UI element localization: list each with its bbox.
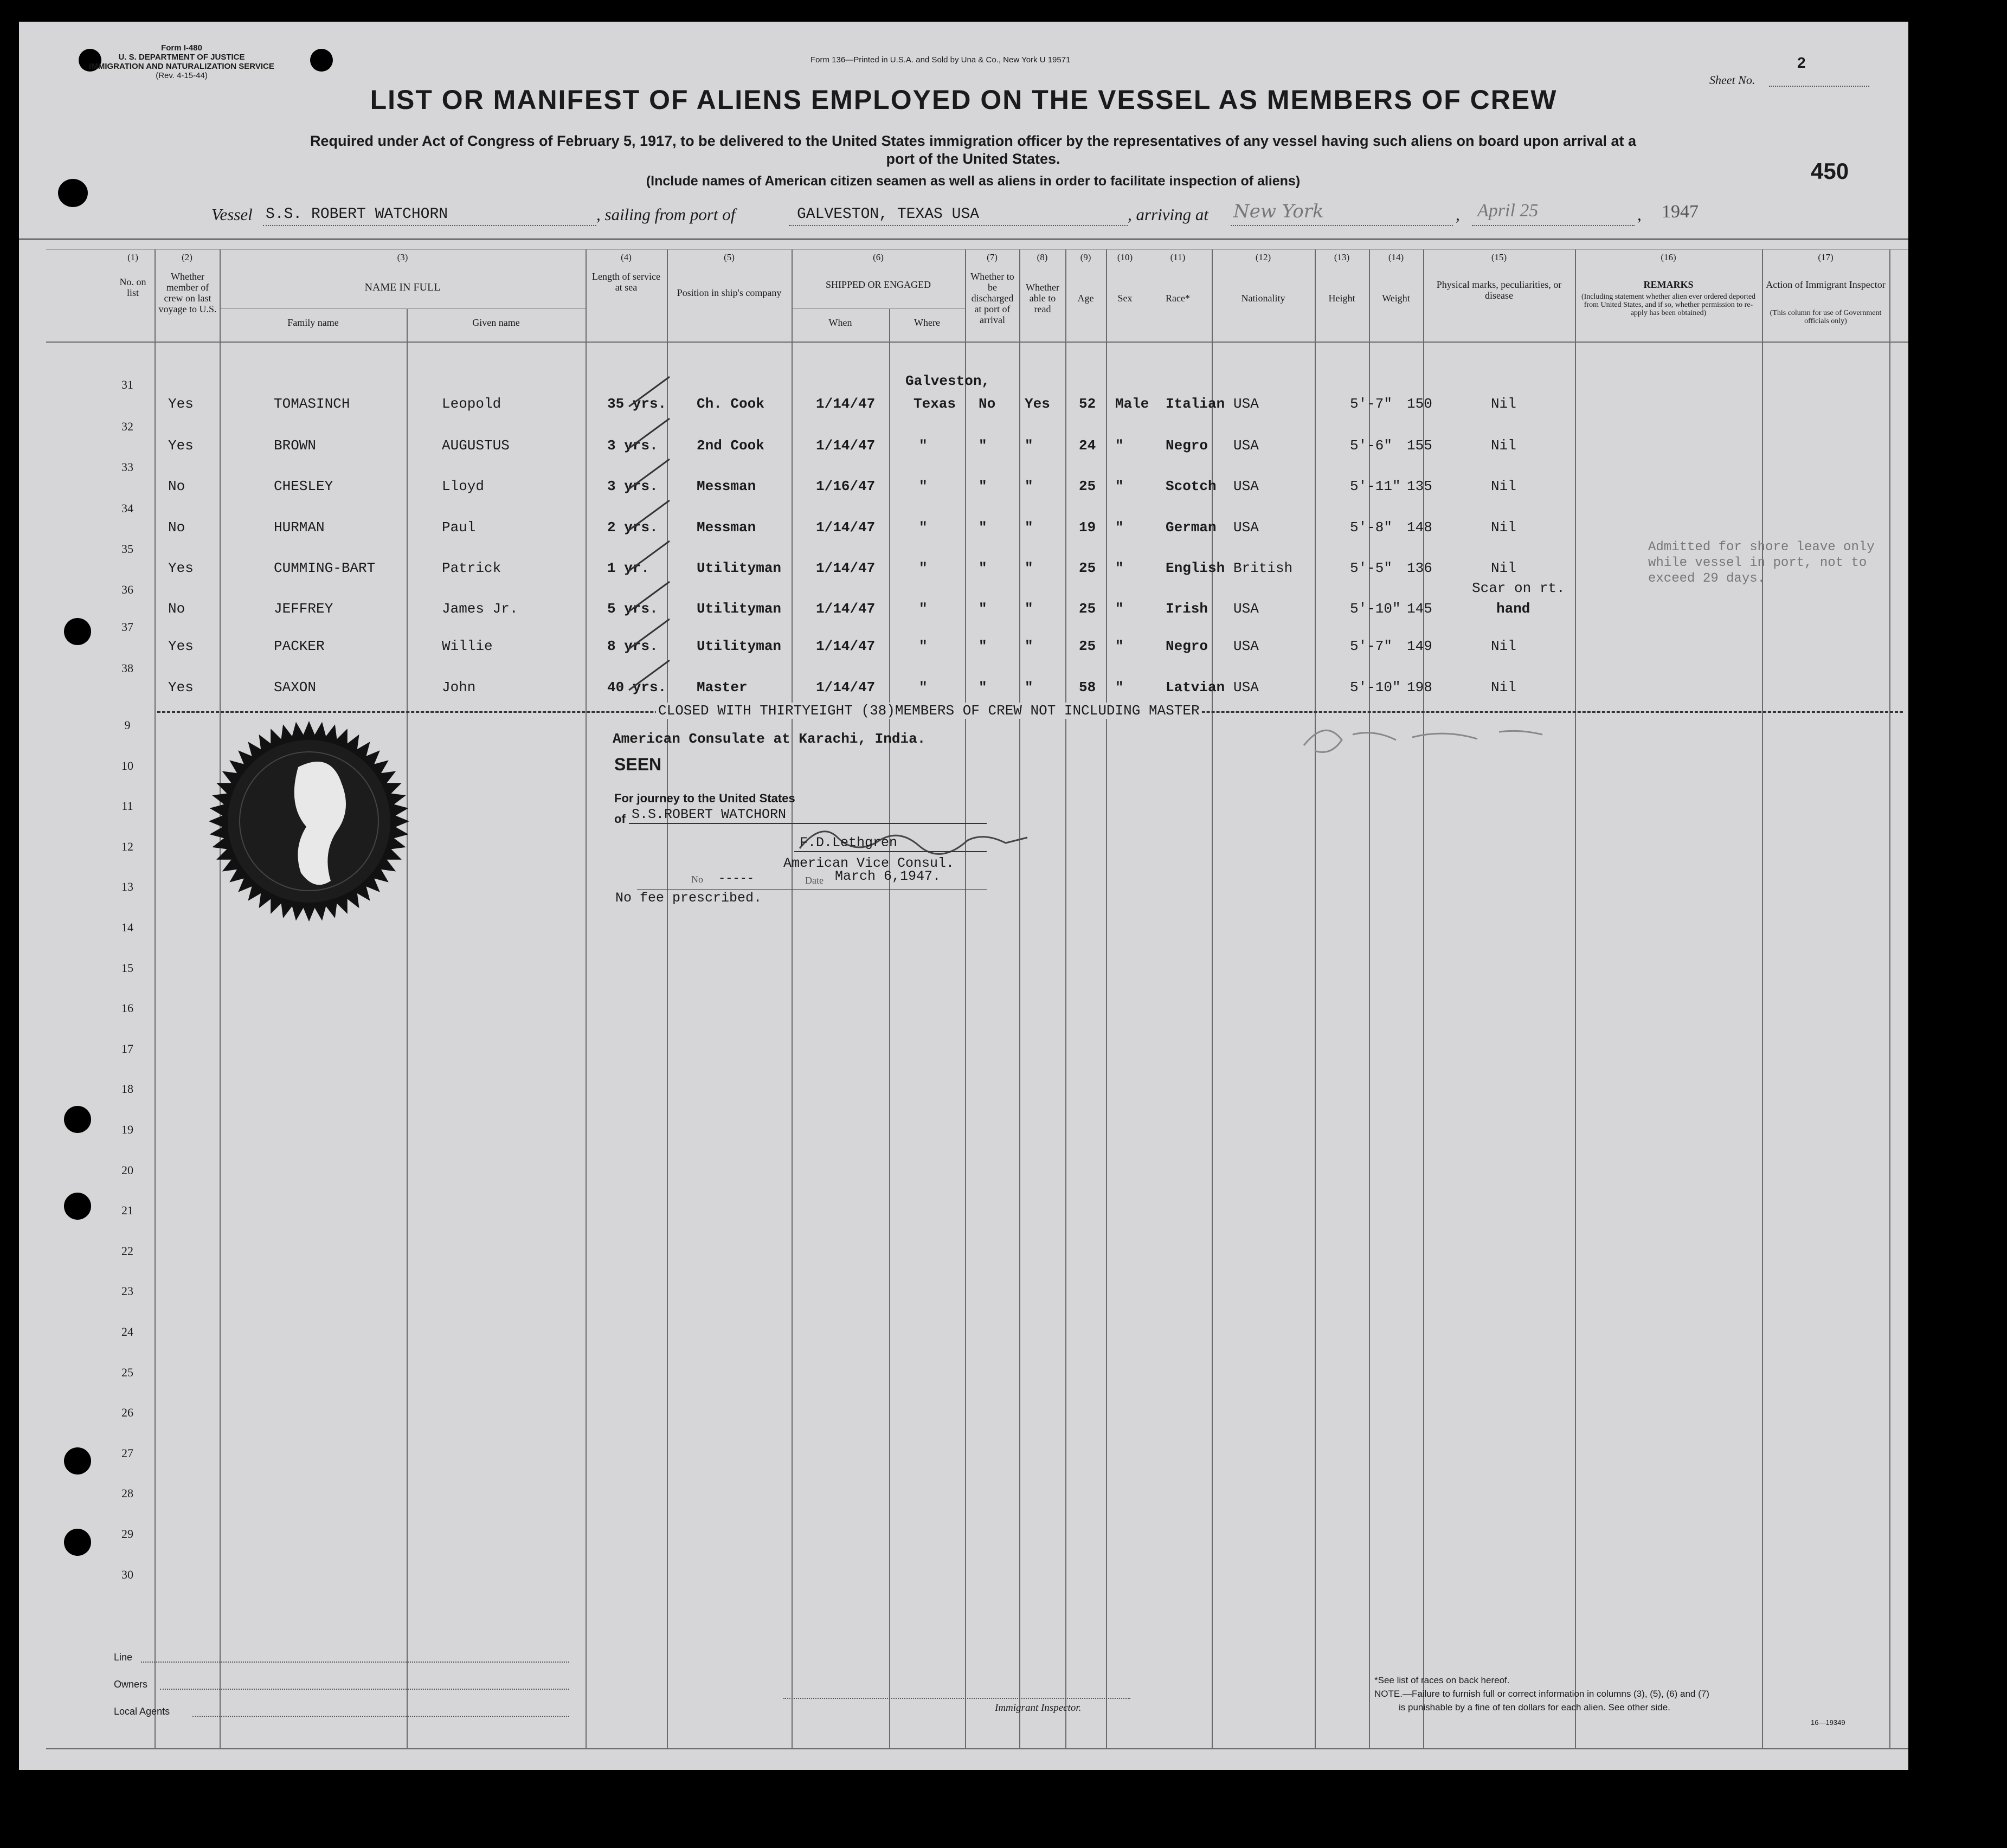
empty-row-number: 30 — [121, 1567, 133, 1581]
check-mark-icon — [626, 416, 675, 454]
header-race: Race* — [1166, 293, 1190, 304]
cell-weight: 145 — [1407, 601, 1432, 617]
col-num: (12) — [1255, 252, 1271, 262]
cell-service: 1 yr. — [607, 560, 650, 576]
cell-weight: 148 — [1407, 519, 1432, 536]
cell-read: " — [1025, 560, 1033, 576]
cell-sex: " — [1115, 478, 1124, 494]
header-discharged: Whether to be discharged at port of arrival — [970, 271, 1014, 325]
row-number: 34 — [121, 501, 133, 515]
header-height: Height — [1328, 293, 1355, 304]
cell-marks: Nil — [1491, 478, 1516, 494]
empty-row-number: 18 — [121, 1082, 133, 1096]
cell-last: No — [168, 601, 185, 617]
cell-sex: " — [1115, 437, 1124, 454]
consulate-line: American Consulate at Karachi, India. — [613, 731, 926, 747]
cell-family: TOMASINCH — [274, 396, 350, 412]
col-num: (8) — [1037, 252, 1048, 262]
cell-height: 5'-10" — [1350, 601, 1401, 617]
cell-given: AUGUSTUS — [442, 437, 510, 454]
cell-nationality: USA — [1233, 638, 1259, 654]
header-last-voyage: Whether member of crew on last voyage to U.S. — [158, 271, 217, 314]
cell-weight: 135 — [1407, 478, 1432, 494]
remarks-shore-leave: Admitted for shore leave only while vessel in port, not to exceed 29 days. — [1648, 540, 1875, 586]
cell-nationality: USA — [1233, 396, 1259, 412]
row-number: 36 — [121, 583, 133, 596]
punch-hole — [58, 179, 88, 207]
cell-read: " — [1025, 478, 1033, 494]
empty-row-number: 11 — [121, 799, 133, 813]
punch-hole — [310, 49, 333, 72]
empty-row-number: 10 — [121, 758, 133, 772]
row-number: 33 — [121, 460, 133, 474]
cell-when: 1/16/47 — [816, 478, 876, 494]
cell-last: Yes — [168, 638, 194, 654]
consul-name: F.D.Lethgren — [800, 835, 898, 851]
cell-race: English — [1166, 560, 1225, 576]
col-num: (7) — [987, 252, 998, 262]
cell-marks: Nil — [1491, 519, 1516, 536]
arriving-date: April 25 — [1477, 201, 1539, 221]
cell-discharged: " — [979, 519, 987, 536]
empty-row-number: 19 — [121, 1123, 133, 1136]
col-num: (5) — [724, 252, 735, 262]
penalty-note-2: is punishable by a fine of ten dollars for each alien. See other side. — [1399, 1702, 1670, 1712]
cell-discharged: " — [979, 478, 987, 494]
cell-nationality: USA — [1233, 519, 1259, 536]
inspector-signature — [1282, 707, 1586, 767]
cell-position: Utilityman — [697, 638, 782, 654]
cell-last: Yes — [168, 437, 194, 454]
cell-family: CHESLEY — [274, 478, 333, 494]
header-when: When — [828, 317, 852, 328]
cell-age: 25 — [1079, 601, 1096, 617]
empty-row-number: 22 — [121, 1244, 133, 1258]
include-note: (Include names of American citizen seamen as well as aliens in order to facilitate inspection of aliens) — [646, 173, 1301, 189]
cell-marks: Scar on rt. — [1472, 580, 1565, 596]
journey-line: For journey to the United States — [614, 791, 795, 805]
cell-given: Leopold — [442, 396, 501, 412]
cell-race: Negro — [1166, 437, 1208, 454]
cell-position: 2nd Cook — [697, 437, 764, 454]
row-number: 38 — [121, 661, 133, 675]
cell-read: " — [1025, 519, 1033, 536]
cell-service: 8 yrs. — [607, 638, 658, 654]
empty-row-number: 16 — [121, 1001, 133, 1015]
form-header — [60, 43, 304, 80]
header-weight: Weight — [1382, 293, 1410, 304]
cell-age: 19 — [1079, 519, 1096, 536]
cell-where: " — [919, 437, 928, 454]
cell-read: " — [1025, 437, 1033, 454]
cell-nationality: USA — [1233, 679, 1259, 696]
date-label: Date — [805, 875, 824, 886]
cell-service: 3 yrs. — [607, 437, 658, 454]
cell-weight: 149 — [1407, 638, 1432, 654]
of-label: of — [614, 812, 626, 826]
cell-where: " — [919, 560, 928, 576]
cell-discharged: " — [979, 560, 987, 576]
col-num: (2) — [182, 252, 192, 262]
cell-family: CUMMING-BART — [274, 560, 376, 576]
revision: (Rev. 4-15-44) — [156, 71, 208, 80]
cell-height: 5'-8" — [1350, 519, 1393, 536]
owners-label: Owners — [114, 1679, 148, 1690]
cell-discharged: " — [979, 638, 987, 654]
row-number: 37 — [121, 620, 133, 634]
col-num: (11) — [1170, 252, 1186, 262]
cell-position: Utilityman — [697, 560, 782, 576]
header-able-to-read: Whether able to read — [1026, 282, 1059, 314]
col-num: (16) — [1661, 252, 1676, 262]
cell-when: 1/14/47 — [816, 679, 876, 696]
check-mark-icon — [626, 538, 675, 576]
cell-family: JEFFREY — [274, 601, 333, 617]
cell-race: Italian — [1166, 396, 1225, 412]
sailing-port: GALVESTON, TEXAS USA — [797, 206, 980, 223]
cell-marks: Nil — [1491, 437, 1516, 454]
cell-given: Willie — [442, 638, 493, 654]
col-num: (3) — [397, 252, 408, 262]
arrival-year: 1947 — [1662, 202, 1699, 222]
cell-race: Irish — [1166, 601, 1208, 617]
cell-position: Messman — [697, 519, 756, 536]
punch-hole — [64, 1447, 91, 1474]
header-length-of-service: Length of service at sea — [592, 271, 660, 293]
cell-weight: 198 — [1407, 679, 1432, 696]
cell-read: Yes — [1025, 396, 1050, 412]
cell-family: BROWN — [274, 437, 317, 454]
consulate-vessel: S.S.ROBERT WATCHORN — [632, 807, 787, 822]
header-no-on-list: No. on list — [119, 276, 146, 298]
check-mark-icon — [626, 456, 675, 494]
empty-row-number: 12 — [121, 839, 133, 853]
empty-row-number: 17 — [121, 1041, 133, 1055]
col-num: (13) — [1334, 252, 1350, 262]
cell-discharged: No — [979, 396, 996, 412]
cell-where: " — [919, 478, 928, 494]
penalty-note-1: NOTE.—Failure to furnish full or correct information in columns (3), (5), (6) and (7) — [1374, 1689, 1709, 1699]
cell-discharged: " — [979, 601, 987, 617]
check-mark-icon — [626, 374, 675, 412]
header-physical-marks: Physical marks, peculiarities, or disease — [1436, 279, 1562, 301]
service-no-label: No — [691, 874, 703, 885]
cell-sex: " — [1115, 560, 1124, 576]
stamp-number: 450 — [1811, 158, 1849, 184]
punch-hole — [64, 618, 91, 645]
header-family-name: Family name — [287, 317, 339, 328]
sailing-label: , sailing from port of — [596, 205, 736, 224]
cell-discharged: " — [979, 437, 987, 454]
cell-where: Galveston, — [905, 373, 990, 389]
header-name-in-full: NAME IN FULL — [364, 281, 441, 293]
cell-nationality: USA — [1233, 478, 1259, 494]
cell-race: German — [1166, 519, 1217, 536]
punch-hole — [64, 1106, 91, 1133]
cell-height: 5'-7" — [1350, 638, 1393, 654]
cell-age: 24 — [1079, 437, 1096, 454]
cell-height: 5'-11" — [1350, 478, 1401, 494]
races-note: *See list of races on back hereof. — [1374, 1675, 1510, 1685]
row-number: 32 — [121, 420, 133, 433]
cell-given: John — [442, 679, 476, 696]
sheet-label: Sheet No. — [1709, 73, 1755, 87]
cell-marks: Nil — [1491, 679, 1516, 696]
cell-last: Yes — [168, 396, 194, 412]
cell-given: Patrick — [442, 560, 501, 576]
cell-sex: " — [1115, 679, 1124, 696]
cell-given: Lloyd — [442, 478, 485, 494]
vessel-name: S.S. ROBERT WATCHORN — [266, 206, 448, 223]
empty-row-number: 20 — [121, 1163, 133, 1177]
consulate-date: March 6,1947. — [835, 868, 941, 884]
cell-race: Scotch — [1166, 478, 1217, 494]
cell-height: 5'-10" — [1350, 679, 1401, 696]
fee-note: No fee prescribed. — [615, 890, 762, 906]
cell-sex: " — [1115, 638, 1124, 654]
cell-last: Yes — [168, 679, 194, 696]
cell-family: PACKER — [274, 638, 325, 654]
col-num: (1) — [127, 252, 138, 262]
printer-note: Form 136—Printed in U.S.A. and Sold by Una & Co., New York U 19571 — [810, 55, 1071, 65]
check-mark-icon — [626, 658, 675, 696]
cell-race: Negro — [1166, 638, 1208, 654]
form-code: 16—19349 — [1811, 1718, 1845, 1727]
cell-last: Yes — [168, 560, 194, 576]
header-inspector-action: Action of Immigrant Inspector — [1766, 279, 1886, 290]
empty-row-number: 29 — [121, 1527, 133, 1541]
header-inspector-note: (This column for use of Government officials only) — [1770, 309, 1882, 325]
cell-where: " — [919, 638, 928, 654]
cell-when: 1/14/47 — [816, 437, 876, 454]
cell-read: " — [1025, 601, 1033, 617]
arriving-label: , arriving at — [1128, 205, 1208, 224]
immigrant-inspector-label: Immigrant Inspector. — [995, 1702, 1082, 1714]
cell-where: " — [919, 679, 928, 696]
header-shipped-engaged: SHIPPED OR ENGAGED — [825, 279, 931, 290]
cell-when: 1/14/47 — [816, 560, 876, 576]
consul-title: American Vice Consul. — [783, 855, 955, 871]
punch-hole — [64, 1193, 91, 1220]
sheet-number: 2 — [1797, 54, 1806, 71]
cell-when: 1/14/47 — [816, 638, 876, 654]
cell-marks-line2: hand — [1496, 601, 1530, 617]
cell-age: 25 — [1079, 560, 1096, 576]
vessel-label: Vessel — [211, 205, 253, 224]
check-mark-icon — [626, 498, 675, 536]
cell-position: Utilityman — [697, 601, 782, 617]
closing-statement: CLOSED WITH THIRTYEIGHT (38)MEMBERS OF CREW NOT INCLUDING MASTER — [656, 703, 1202, 719]
col-num: (15) — [1491, 252, 1507, 262]
empty-row-number: 15 — [121, 961, 133, 975]
cell-family: SAXON — [274, 679, 317, 696]
local-agents-label: Local Agents — [114, 1706, 170, 1717]
col-num: (4) — [621, 252, 632, 262]
cell-sex: " — [1115, 519, 1124, 536]
cell-weight: 136 — [1407, 560, 1432, 576]
header-sex: Sex — [1117, 293, 1133, 304]
cell-marks: Nil — [1491, 560, 1516, 576]
cell-family: HURMAN — [274, 519, 325, 536]
cell-when: 1/14/47 — [816, 396, 876, 412]
empty-row-number: 26 — [121, 1406, 133, 1420]
requirement-line-1: Required under Act of Congress of February 5, 1917, to be delivered to the United States immigration officer by the representatives of any vessel having such aliens on board upon arrival at a — [310, 133, 1637, 149]
cell-read: " — [1025, 679, 1033, 696]
cell-service: 35 yrs. — [607, 396, 667, 412]
header-given-name: Given name — [472, 317, 520, 328]
cell-height: 5'-7" — [1350, 396, 1393, 412]
cell-when: 1/14/47 — [816, 519, 876, 536]
service: IMMIGRATION AND NATURALIZATION SERVICE — [89, 62, 274, 71]
cell-last: No — [168, 519, 185, 536]
seen-stamp: SEEN — [614, 755, 662, 774]
cell-age: 58 — [1079, 679, 1096, 696]
cell-service: 3 yrs. — [607, 478, 658, 494]
row-number: 31 — [121, 378, 133, 391]
department: U. S. DEPARTMENT OF JUSTICE — [118, 53, 245, 62]
empty-row-number: 14 — [121, 920, 133, 934]
header-nationality: Nationality — [1241, 293, 1285, 304]
header-remarks: REMARKS — [1643, 279, 1694, 290]
col-num: (14) — [1388, 252, 1404, 262]
empty-row-number: 23 — [121, 1284, 133, 1298]
cell-sex: " — [1115, 601, 1124, 617]
consulate-seal — [206, 718, 412, 924]
cell-sex: Male — [1115, 396, 1149, 412]
cell-nationality: USA — [1233, 437, 1259, 454]
cell-service: 40 yrs. — [607, 679, 667, 696]
check-mark-icon — [626, 616, 675, 654]
cell-service: 5 yrs. — [607, 601, 658, 617]
cell-position: Master — [697, 679, 748, 696]
check-mark-icon — [626, 579, 675, 617]
col-num: (9) — [1080, 252, 1091, 262]
cell-position: Ch. Cook — [697, 396, 764, 412]
empty-row-number: 25 — [121, 1365, 133, 1379]
cell-given: Paul — [442, 519, 476, 536]
punch-hole — [64, 1529, 91, 1556]
cell-age: 25 — [1079, 638, 1096, 654]
cell-when: 1/14/47 — [816, 601, 876, 617]
cell-read: " — [1025, 638, 1033, 654]
header-where: Where — [914, 317, 940, 328]
col-num: (17) — [1818, 252, 1834, 262]
cell-where: " — [919, 601, 928, 617]
cell-age: 25 — [1079, 478, 1096, 494]
empty-row-number: 27 — [121, 1446, 133, 1460]
cell-height: 5'-5" — [1350, 560, 1393, 576]
cell-age: 52 — [1079, 396, 1096, 412]
empty-row-number: 28 — [121, 1486, 133, 1501]
arriving-port: New York — [1233, 201, 1324, 222]
cell-height: 5'-6" — [1350, 437, 1393, 454]
cell-given: James Jr. — [442, 601, 518, 617]
header-age: Age — [1077, 293, 1094, 304]
empty-row-number: 9 — [124, 718, 131, 732]
cell-position: Messman — [697, 478, 756, 494]
cell-marks: Nil — [1491, 638, 1516, 654]
line-label: Line — [114, 1652, 133, 1663]
cell-discharged: " — [979, 679, 987, 696]
row-number: 35 — [121, 542, 133, 556]
cell-service: 2 yrs. — [607, 519, 658, 536]
manifest-sheet: Form I-480 U. S. DEPARTMENT OF JUSTICE IMMIGRATION AND NATURALIZATION SERVICE (Rev. 4-15-44) Form 136—Printed in U.S.A. and Sold by Una & Co., New York U 19571 Sheet No. 2 LIST OR MANIFEST OF ALIENS EMPLOYED ON THE VESSEL AS MEMBERS OF CREW Required under Act of Congress of February 5, 1917, to be delivered to the United States immigration officer by the representatives of any vessel having such aliens on board upon arrival at a port of the United States. (Include names of American citizen seamen as well as aliens in order to facilitate inspection of aliens) 450 Vessel S.S. ROBERT WATCHORN , sailing from port of GALVESTON, TEXAS USA , arriving at New York , April 25 , 1947 (1) (2) (3) (4) (5) (6) (7) (8) (9) (10) (11) (12) (13) (14) (15) (16) (17) No. on list Whether member of crew on last voyage to U.S. NAME IN FULL Family name Given name Length of service at sea Position in ship's company SHIPPED OR ENGAGED When Where Whether to be discharged at port of arrival Whether able to read Age Sex Race* Nationality Height Weight Physical marks, peculiarities, or disease REMARKS (Including statement whether alien ever ordered deported from United States, and if so, whether permission to re-apply has been obtained) Action of Immigrant Inspector (This column for use of Government officials only) 31 Yes TOMASINCH Leopold 35 yrs. Ch. Cook 1/14/47 Galveston, No Yes 52 Male Italian USA 5'-7" 150 Nil Texas 32 Yes BROWN AUGUSTUS 3 yrs. 2nd Cook 1/14/47 " " " 24 " Negro USA 5'-6" 155 Nil 33 No CHESLEY Lloyd 3 yrs. Messman 1/16/47 " " " 25 " Scotch USA 5'-11" 135 Nil 34 No HURMAN Paul 2 yrs. Messman 1/14/47 " " " 19 " German USA 5'-8" 148 Nil 35 Yes CUMMING-BART Patrick 1 yr. Utilityman 1/14/47 " " " 25 " English British 5'-5" 136 Nil 36 No JEFFREY James Jr. 5 yrs. Utilityman 1/14/47 " " " 25 " Irish USA 5'-10" 145 Scar on rt. hand 37 Yes PACKER Willie 8 yrs. Utilityman 1/14/47 " " " 25 " Negro USA 5'-7" 149 Nil 38 Yes SAXON John 40 yrs. Master 1/14/47 " " " 58 " Latvian USA 5'-10" 198 Nil Admitted for shore leave only while vessel in port, not to exceed 29 days. CLOSED WITH THIRTYEIGHT (38)MEMBERS OF CREW NOT INCLUDING MASTER 9 10 11 12 13 14 15 16 17 18 19 20 21 22 23 24 25 26 27 28 29 30 American Consulate at Karachi, India. SEEN For journey to the United States of S.S.ROBERT WATCHORN F.D.Lethgren American Vice Consul. No ----- Date March 6,1947. No fee prescribed. Line Owners Local Agents Immigrant Inspector. *See list of races on back hereof. NOTE.—Failure to furnish full or correct information in columns (3), (5), (6) and (7) is punishable by a fine of ten dollars for each alien. See other side. 16—19349 — [19, 22, 1908, 1770]
header-remarks-note: (Including statement whether alien ever ordered deported from United States, and if so, whether permission to re-apply has been obtained) — [1581, 293, 1756, 317]
form-number: Form I-480 — [161, 43, 202, 53]
cell-weight: 150 — [1407, 396, 1432, 412]
empty-row-number: 24 — [121, 1325, 133, 1338]
service-no: ----- — [718, 872, 755, 885]
cell-last: No — [168, 478, 185, 494]
cell-nationality: British — [1233, 560, 1293, 576]
empty-row-number: 13 — [121, 880, 133, 894]
cell-weight: 155 — [1407, 437, 1432, 454]
empty-row-number: 21 — [121, 1203, 133, 1218]
cell-marks: Nil — [1491, 396, 1516, 412]
cell-nationality: USA — [1233, 601, 1259, 617]
cell-race: Latvian — [1166, 679, 1225, 696]
cell-where: " — [919, 519, 928, 536]
col-num: (10) — [1117, 252, 1133, 262]
cell-where-line2: Texas — [914, 396, 956, 412]
header-position: Position in ship's company — [677, 287, 782, 298]
requirement-line-2: port of the United States. — [886, 151, 1060, 167]
col-num: (6) — [873, 252, 884, 262]
page-title: LIST OR MANIFEST OF ALIENS EMPLOYED ON THE VESSEL AS MEMBERS OF CREW — [370, 85, 1558, 115]
